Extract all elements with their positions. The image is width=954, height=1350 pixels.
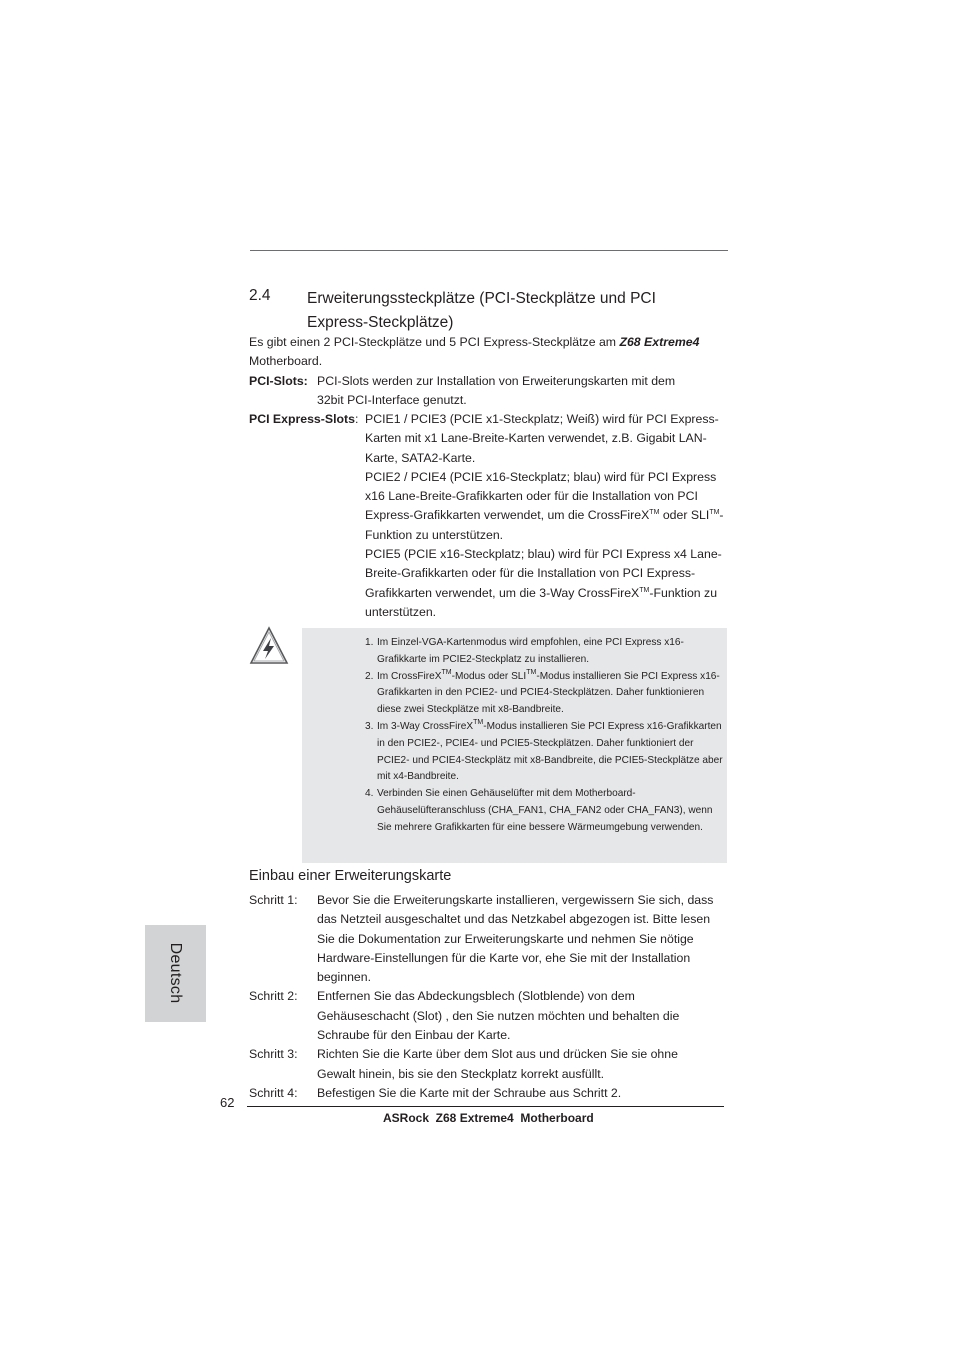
tm-mark: TM <box>639 586 650 594</box>
step-1 <box>249 891 729 987</box>
pcie-slots-text <box>365 410 730 622</box>
footer-text: ASRock Z68 Extreme4 Motherboard <box>383 1111 594 1125</box>
intro-text: Es gibt einen 2 PCI-Steckplätze und 5 PCI Express-Steckplätze am <box>249 335 620 349</box>
tm-mark: TM <box>649 509 660 517</box>
page-number: 62 <box>220 1095 235 1110</box>
step-4 <box>249 1084 729 1103</box>
note-text-b: -Modus installieren Sie PCI Express x16-Grafikkarten in den PCIE2-, PCIE4- und PCIE5-Steckplätzen. Daher funktioniert der PCIE2- und PCIE4-Steckplätz mit x8-Bandbreite, die PCIE5-Steckplätze aber mit x4-Bandbreite. <box>377 720 723 783</box>
warning-triangle-icon <box>249 626 289 666</box>
step-label: Schritt 1: <box>249 893 298 907</box>
step-3 <box>249 1045 729 1084</box>
step-text: Befestigen Sie die Karte mit der Schraube aus Schritt 2. <box>317 1085 622 1100</box>
top-rule <box>250 250 728 251</box>
note-item <box>365 669 725 719</box>
install-heading: Einbau einer Erweiterungskarte <box>249 868 452 884</box>
model-name: Z68 Extreme4 <box>619 335 700 349</box>
pcie-slots-label <box>249 410 358 429</box>
note-text-b: -Modus oder SLI <box>451 670 527 682</box>
step-label: Schritt 4: <box>249 1085 298 1100</box>
install-steps <box>249 891 729 1103</box>
step-text: Richten Sie die Karte über dem Slot aus und drücken Sie sie ohne Gewalt hinein, bis sie den Steckplatz korrekt ausfüllt. <box>317 1047 678 1081</box>
step-text: Bevor Sie die Erweiterungskarte installieren, vergewissern Sie sich, dass das Netzteil ausgeschaltet und das Netzkabel abgezogen ist. Bitte lesen Sie die Dokumentation zur Erweiterungskarte und nehmen Sie nötige Hardware-Einstellungen für die Karte vor, ehe Sie mit der Installation beginnen. <box>317 893 714 985</box>
pcie-p2-part-a: PCIE2 / PCIE4 (PCIE x16-Steckplatz; blau) wird für PCI Express x16 Lane-Breite-Grafikkarten oder für die Installation von PCI Express-Grafikkarten verwendet, um die CrossFireX <box>365 469 717 523</box>
pcie-p3-part-b: -Funktion zu unterstützen. <box>365 585 718 619</box>
note-text-a: Im CrossFireX <box>377 670 442 682</box>
note-number: 3. <box>365 720 374 732</box>
note-item <box>365 635 725 669</box>
tm-mark: TM <box>526 668 537 676</box>
note-box <box>302 628 727 863</box>
pcie-paragraph-3 <box>365 545 730 622</box>
note-item <box>365 719 725 786</box>
pci-slots-label: PCI-Slots: <box>249 374 308 388</box>
note-number: 4. <box>365 788 374 800</box>
tm-mark: TM <box>441 668 452 676</box>
intro-text-end: Motherboard. <box>249 354 323 369</box>
note-text: Im Einzel-VGA-Kartenmodus wird empfohlen, eine PCI Express x16-Grafikkarte im PCIE2-Steckplatz zu installieren. <box>377 637 684 665</box>
pci-slots-text: PCI-Slots werden zur Installation von Erweiterungskarten mit dem 32bit PCI-Interface genutzt. <box>317 374 676 408</box>
step-text: Entfernen Sie das Abdeckungsblech (Slotblende) von dem Gehäuseschacht (Slot) , den Sie nutzen möchten und behalten die Schraube für den Einbau der Karte. <box>317 989 680 1043</box>
pcie-p2-part-b: oder SLI <box>659 508 710 523</box>
tm-mark: TM <box>473 718 484 726</box>
pcie-paragraph-1: PCIE1 / PCIE3 (PCIE x1-Steckplatz; Weiß) wird für PCI Express-Karten mit x1 Lane-Breite-Karten verwendet, z.B. Gigabit LAN-Karte, SATA2-Karte. <box>365 412 719 465</box>
pcie-p2-part-c: -Funktion zu unterstützen. <box>365 508 724 542</box>
note-list <box>365 635 725 837</box>
step-label: Schritt 3: <box>249 1047 298 1062</box>
tm-mark: TM <box>709 509 720 517</box>
note-item <box>365 786 725 836</box>
pcie-p3-part-a: PCIE5 (PCIE x16-Steckplatz; blau) wird für PCI Express x4 Lane-Breite-Grafikkarten oder für die Installation von PCI Express-Grafikkarten verwendet, um die 3-Way CrossFireX <box>365 547 722 600</box>
language-label: Deutsch <box>167 942 184 1004</box>
step-2 <box>249 987 729 1045</box>
note-number: 1. <box>365 637 374 648</box>
step-label: Schritt 2: <box>249 989 298 1004</box>
language-side-tab <box>145 925 206 1022</box>
note-text: Verbinden Sie einen Gehäuselüfter mit dem Motherboard-Gehäuselüfteranschluss (CHA_FAN1, CHA_FAN2 oder CHA_FAN3), wenn Sie mehrere Grafikkarten für eine bessere Wärmeumgebung verwenden. <box>377 788 713 833</box>
note-text-a: Im 3-Way CrossFireX <box>377 720 474 732</box>
section-title: Erweiterungssteckplätze (PCI-Steckplätze und PCI Express-Steckplätze) <box>307 290 656 331</box>
pcie-slots-label-text: PCI Express-Slots <box>249 412 355 426</box>
footer-rule <box>247 1106 724 1107</box>
intro-paragraph <box>249 333 729 372</box>
note-number: 2. <box>365 670 374 682</box>
note-text-c: -Modus installieren Sie PCI Express x16-Grafikkarten in den PCIE2- und PCIE4-Steckplätzen. Daher funktionieren diese zwei Steckplätze mit x8-Bandbreite. <box>377 670 720 716</box>
pcie-paragraph-2 <box>365 468 730 545</box>
pcie-slots-colon: : <box>354 412 359 426</box>
section-number: 2.4 <box>249 287 271 304</box>
